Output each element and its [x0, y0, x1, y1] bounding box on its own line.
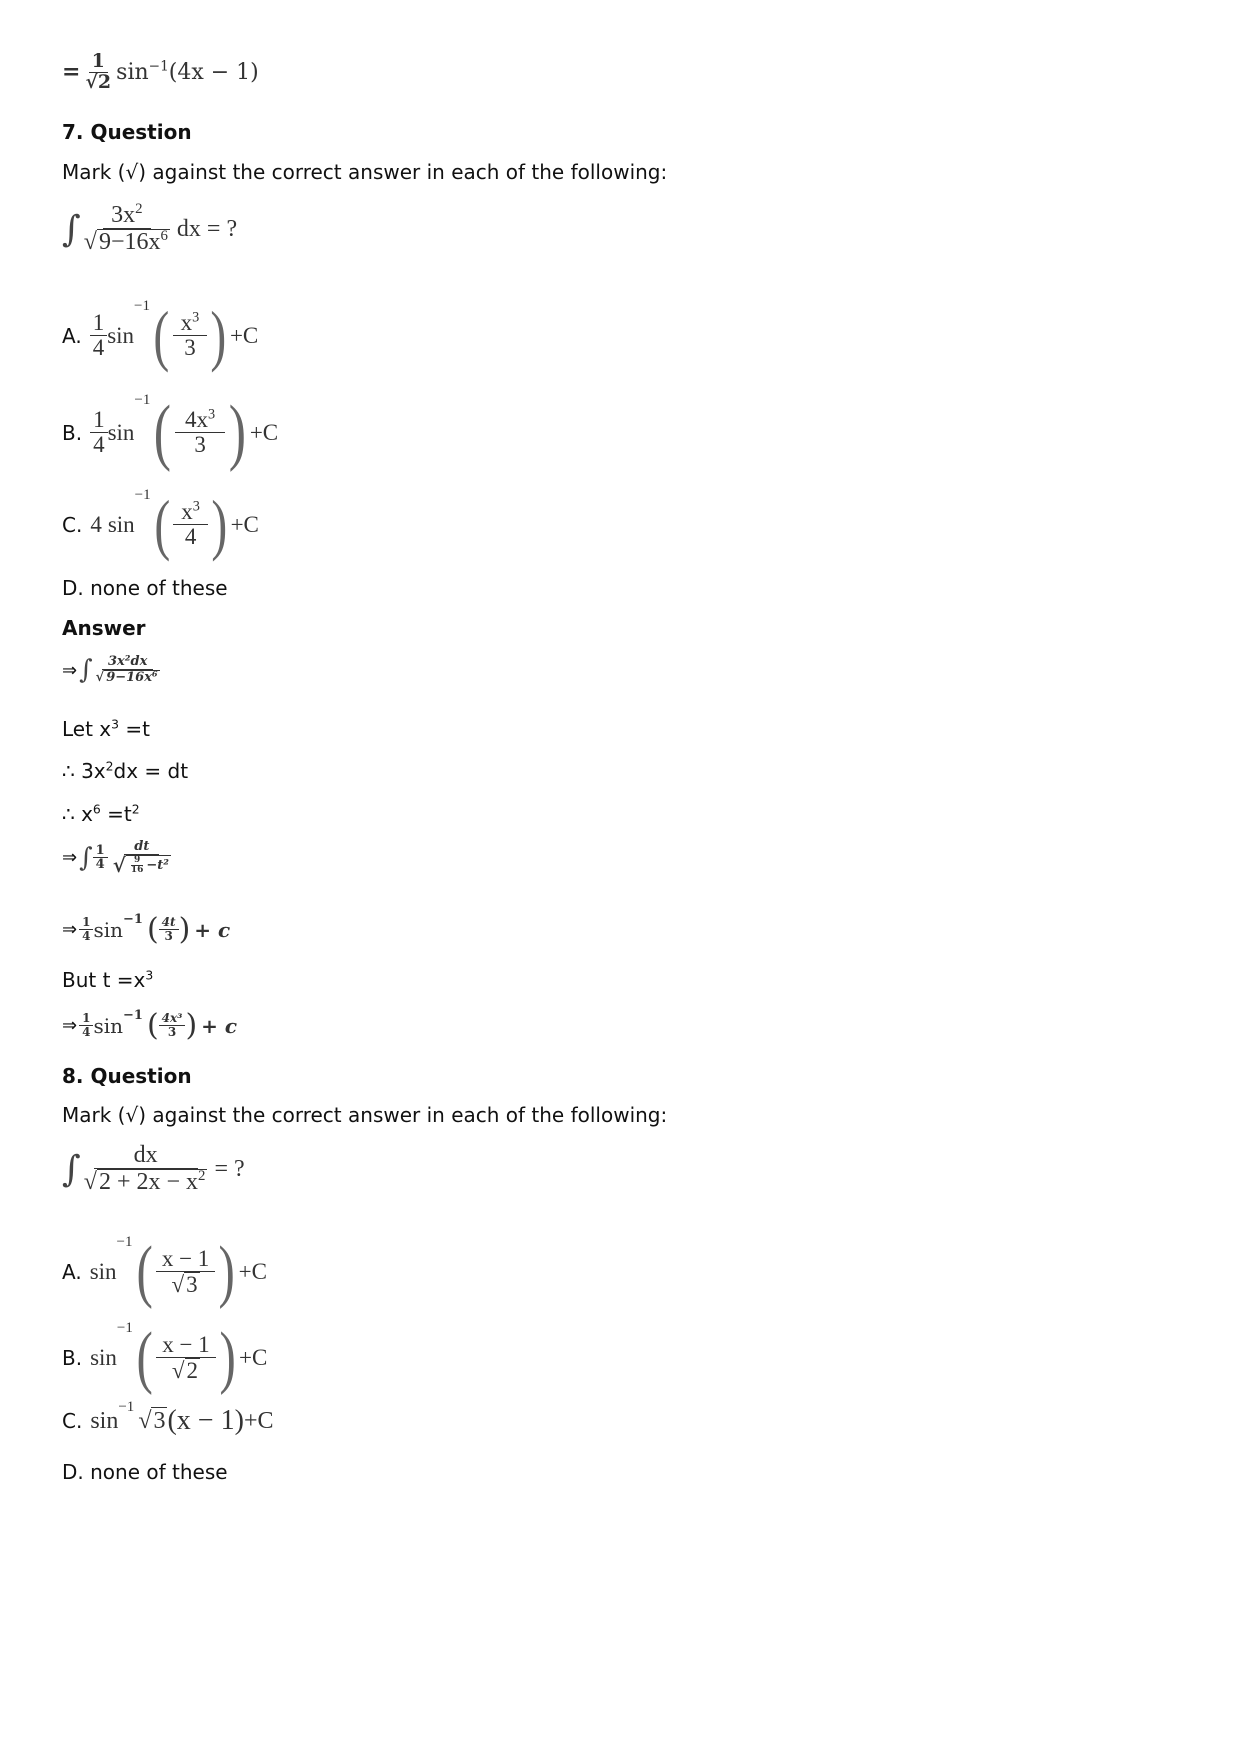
let-sup: 3 [111, 716, 120, 732]
arg-den: 3 [194, 432, 206, 457]
option-label: B. [62, 420, 83, 445]
func-name: sin [93, 917, 123, 942]
implies-arrow: ⇒ [62, 847, 78, 869]
constant: +C [238, 1259, 267, 1284]
option-label: D. [62, 1460, 84, 1484]
radicand: 9−16x [98, 229, 161, 256]
denominator: √ $9-16x^6$ [83, 228, 168, 256]
arg-sup: 3 [192, 309, 200, 326]
q8-option-c[interactable] [62, 1399, 274, 1437]
implies-arrow: ⇒ [62, 1015, 78, 1036]
question-7-instruction: Mark (√) against the correct answer in each of the following: [62, 160, 668, 184]
coef-fraction [93, 844, 108, 872]
let-text: Let x [62, 717, 112, 741]
arg-den: 4 [184, 524, 197, 549]
q7-option-a[interactable] [62, 296, 258, 375]
option-expression: sin −1 ( x − 1 √ 2 ) +C [90, 1319, 268, 1396]
arg-den: 3 [184, 335, 196, 360]
integral-sign: ∫ [62, 208, 81, 250]
but-text: But t =x [62, 968, 146, 992]
function [116, 60, 259, 85]
inner-den: 16 [130, 865, 144, 876]
constant: + c [201, 1013, 238, 1038]
option-expression: $\frac{1}{4}$ sin −1 ( $\frac{4x^3}{3}$ ) +C [90, 390, 278, 475]
numerator: 3x²dx [102, 655, 153, 670]
option-label: D. [62, 576, 84, 600]
arg-num: 4x [185, 406, 209, 432]
q7-option-d[interactable] [62, 576, 228, 600]
q8-option-a[interactable] [62, 1232, 267, 1312]
option-label: A. [62, 323, 82, 348]
arg-num: x [181, 498, 193, 524]
option-label: A. [62, 1260, 82, 1284]
coef-den: 4 [82, 1025, 91, 1039]
coef-den: 4 [92, 335, 105, 360]
integral-sign: ∫ [79, 842, 93, 873]
answer-therefore-2 [62, 802, 140, 826]
func-name: sin [116, 59, 149, 85]
previous-result-equation [62, 52, 259, 93]
answer-step-1 [62, 655, 163, 685]
func-name: sin [89, 1259, 117, 1284]
question-7-heading: 7. Question [62, 120, 192, 144]
radicand: 3 [153, 1408, 166, 1434]
option-label: C. [62, 512, 83, 537]
integrand-fraction: 3x²dx √ 9−16x⁶ [95, 654, 158, 685]
let-tail: =t [119, 717, 150, 741]
func-sup: −1 [148, 58, 169, 75]
answer-heading: Answer [62, 616, 146, 640]
inner-num: 9 [131, 856, 143, 866]
option-expression: sin −1 ( x − 1 √ 3 ) +C [89, 1233, 267, 1310]
therefore-sup-2: 2 [131, 801, 140, 817]
numerator: dt [124, 840, 159, 855]
func-name: sin [107, 511, 135, 537]
equals-sign: = [62, 59, 81, 86]
coef-den: 4 [95, 857, 105, 873]
q8-option-b[interactable] [62, 1318, 267, 1398]
question-7-integral [62, 203, 237, 255]
coef: 4 [90, 511, 102, 537]
func-name: sin [107, 322, 135, 348]
coef-den: 4 [93, 432, 105, 457]
func-name: sin [93, 1013, 123, 1038]
func-arg: (x − 1) [167, 1405, 244, 1436]
question-8-instruction: Mark (√) against the correct answer in each of the following: [62, 1103, 668, 1127]
therefore-sup: 6 [92, 801, 101, 817]
option-label: B. [62, 1346, 83, 1370]
integrand-fraction: dt √ $\frac{9}{16}$ −t² [112, 839, 169, 877]
num-text: 3x [111, 202, 136, 228]
answer-therefore-1 [62, 759, 188, 783]
radicand-sup: 2 [198, 1168, 206, 1185]
option-expression: sin −1 √ 3 (x − 1) +C [90, 1399, 274, 1436]
therefore-mid: =t [100, 802, 132, 826]
answer-step-3 [62, 912, 230, 947]
implies-arrow: ⇒ [62, 919, 78, 940]
func-name: sin [90, 1345, 117, 1370]
numerator [103, 203, 150, 229]
constant: +C [249, 419, 279, 445]
answer-step-2 [62, 840, 174, 876]
fraction [82, 52, 114, 93]
question-8-integral [62, 1143, 245, 1195]
step-expression: $\frac{1}{4}$ sin −1 ( $\frac{4t}{3}$ ) + c [79, 912, 230, 947]
radicand-sup: 6 [160, 228, 168, 245]
answer-let-line [62, 717, 150, 741]
option-label: C. [62, 1409, 83, 1433]
constant: +C [239, 1345, 268, 1370]
radicand: 9−16x⁶ [106, 670, 158, 685]
therefore-tail: dx = dt [113, 759, 189, 783]
arg-num: 4t [159, 916, 179, 930]
arg-num: 4x³ [159, 1012, 186, 1026]
coef-num: 1 [79, 916, 93, 930]
numerator: 1 [89, 52, 108, 73]
arg-num: x − 1 [156, 1333, 215, 1358]
option-text: none of these [90, 576, 228, 600]
therefore-text: ∴ x [62, 802, 93, 826]
but-sup: 3 [145, 967, 154, 983]
option-expression: $\frac{1}{4}$ sin −1 ( $\frac{x^3}{3}$ ) +C [90, 296, 259, 375]
q8-option-d[interactable] [62, 1460, 228, 1484]
coef-num: 1 [90, 408, 108, 433]
answer-but-line [62, 968, 153, 992]
func-arg: (4x − 1) [168, 59, 259, 85]
integral-sign: ∫ [79, 655, 93, 685]
integral-tail: = ? [214, 1155, 245, 1182]
coef-den: 4 [82, 929, 91, 943]
denominator: √2 [85, 70, 112, 93]
arg-sup: 3 [192, 498, 200, 515]
step-expression: $\frac{1}{4}$ sin −1 ( $\frac{\text{4x³}}{3}$ ) + c [79, 1008, 237, 1043]
answer-step-4 [62, 1008, 237, 1043]
arg-num: x − 1 [156, 1247, 215, 1272]
implies-arrow: ⇒ [62, 659, 78, 681]
arg-den: 3 [167, 1025, 177, 1039]
arg-num: x [180, 309, 193, 335]
num-sup: 2 [135, 201, 143, 217]
numerator: dx [94, 1143, 198, 1169]
therefore-sup: 2 [105, 758, 114, 774]
coef-num: 1 [90, 311, 108, 336]
arg-den-radicand: 3 [186, 1272, 198, 1297]
arg-sup: 3 [208, 406, 216, 423]
q7-option-c[interactable] [62, 485, 259, 564]
constant: +C [229, 322, 259, 348]
func-name: sin [90, 1407, 119, 1434]
therefore-text: ∴ 3x [62, 759, 106, 783]
coef-num: 1 [93, 844, 108, 859]
constant: +C [230, 511, 259, 537]
integral-tail: dx = ? [176, 215, 238, 242]
constant: +C [243, 1407, 274, 1434]
integral-sign: ∫ [62, 1148, 81, 1190]
integrand-fraction [81, 1143, 211, 1195]
q7-option-b[interactable] [62, 390, 278, 475]
option-expression: 4 sin −1 ( $\frac{x^3}{4}$ ) +C [90, 486, 259, 562]
question-8-heading: 8. Question [62, 1064, 192, 1088]
radicand: 2 + 2x − x [98, 1169, 199, 1196]
coef-num: 1 [79, 1012, 93, 1026]
arg-den-radicand: 2 [186, 1358, 198, 1383]
arg-den: 3 [164, 929, 173, 943]
func-name: sin [107, 419, 135, 445]
integrand-fraction [81, 203, 173, 255]
constant: + c [194, 917, 231, 942]
denominator: √ $2 + 2x - x^2$ [83, 1168, 206, 1196]
option-text: none of these [90, 1460, 228, 1484]
radicand-tail: −t² [146, 857, 169, 873]
